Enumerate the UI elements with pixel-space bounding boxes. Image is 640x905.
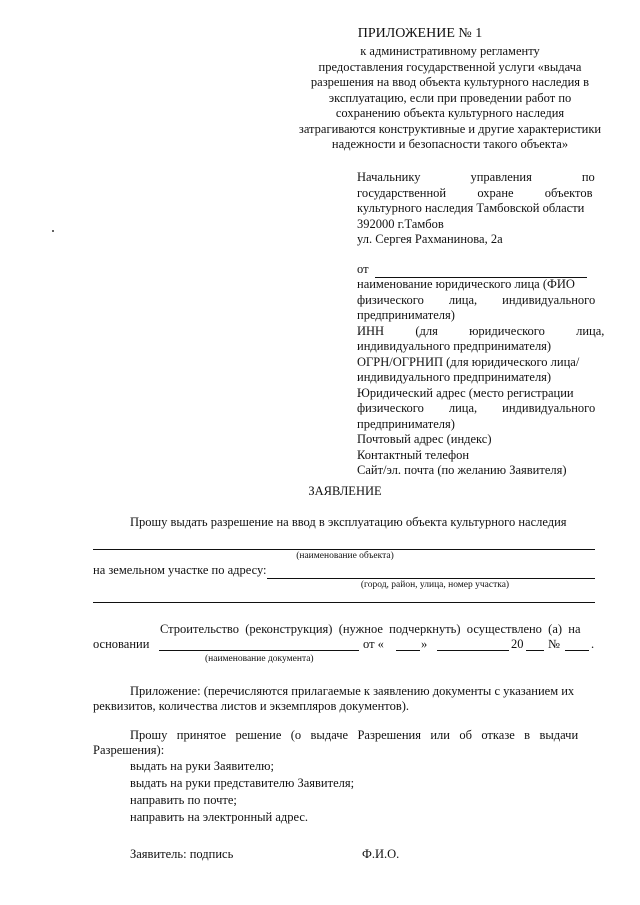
sender-line: предпринимателя)	[357, 308, 455, 322]
sender-from-row	[357, 262, 597, 278]
appendix-line: к административному регламенту	[360, 44, 540, 58]
appendix-subtitle	[285, 44, 615, 153]
sender-line: физического лица, индивидуального	[357, 292, 596, 307]
scan-mark	[52, 230, 54, 232]
land-address-field[interactable]	[267, 566, 595, 579]
object-name-field[interactable]	[93, 549, 595, 550]
basis-label: основании	[93, 637, 150, 651]
delivery-option[interactable]: направить на электронный адрес.	[130, 810, 309, 824]
delivery-options	[130, 758, 430, 826]
appendix-line: сохранению объекта культурного наследия	[335, 106, 565, 120]
document-name-hint: (наименование документа)	[205, 654, 314, 664]
signature-label: Заявитель: подпись	[130, 847, 234, 861]
land-address-row	[93, 563, 595, 579]
appendix-line: надежности и безопасности такого объекта»	[331, 137, 569, 151]
month-field[interactable]	[437, 638, 509, 651]
request-text: Прошу выдать разрешение на ввод в эксплуатацию объекта культурного наследия	[130, 515, 567, 529]
sender-line: Контактный телефон	[357, 447, 470, 462]
appendix-line: предоставления государственной услуги «выдача	[318, 59, 582, 74]
basis-row	[93, 637, 597, 653]
decision-line: Разрешения):	[93, 743, 165, 757]
addressee-line: Начальнику управления по	[357, 170, 595, 184]
delivery-option[interactable]: выдать на руки Заявителю;	[130, 759, 274, 773]
document-number-field[interactable]	[565, 638, 589, 651]
sender-block	[357, 277, 605, 479]
attachment-line: реквизитов, количества листов и экземпляров документов).	[93, 699, 410, 713]
land-address-hint: (город, район, улица, номер участка)	[360, 580, 510, 590]
from-word: от «	[363, 637, 384, 651]
sender-line: Юридический адрес (место регистрации	[357, 385, 574, 400]
day-field[interactable]	[396, 638, 420, 651]
addressee-line: культурного наследия Тамбовской области	[357, 201, 585, 215]
number-sign: №	[548, 637, 560, 651]
addressee-line: 392000 г.Тамбов	[357, 216, 444, 231]
statement-title: ЗАЯВЛЕНИЕ	[308, 484, 382, 498]
construction-line: Строительство (реконструкция) (нужное подчеркнуть) осуществлено (а) на	[160, 622, 581, 636]
sender-line: наименование юридического лица (ФИО	[357, 277, 575, 291]
basis-document-field[interactable]	[159, 638, 359, 651]
land-address-label: на земельном участке по адресу:	[93, 563, 267, 577]
addressee-block	[357, 170, 597, 248]
appendix-line: эксплуатацию, если при проведении работ по	[328, 90, 572, 105]
appendix-title: ПРИЛОЖЕНИЕ № 1	[357, 26, 483, 41]
addressee-line: ул. Сергея Рахманинова, 2а	[357, 232, 503, 246]
sender-line: индивидуального предпринимателя)	[357, 370, 552, 384]
appendix-line: затрагиваются конструктивные и другие характеристики	[298, 121, 602, 136]
sender-line: ИНН (для юридического лица,	[357, 323, 605, 338]
delivery-option[interactable]: направить по почте;	[130, 793, 237, 807]
sender-line: физического лица, индивидуального	[357, 401, 596, 415]
address-continuation-field[interactable]	[93, 602, 595, 603]
sender-line: индивидуального предпринимателя)	[357, 339, 552, 353]
quote-close: »	[421, 637, 428, 651]
addressee-line: государственной охране объектов	[357, 185, 593, 200]
sender-line: Почтовый адрес (индекс)	[357, 432, 492, 446]
delivery-option[interactable]: выдать на руки представителю Заявителя;	[130, 776, 355, 790]
sender-line: ОГРН/ОГРНИП (для юридического лица/	[357, 354, 580, 369]
sender-name-field[interactable]	[375, 266, 587, 278]
attachment-line: Приложение: (перечисляются прилагаемые к заявлению документы с указанием их	[130, 684, 575, 698]
decision-line: Прошу принятое решение (о выдаче Разрешения или об отказе в выдачи	[130, 728, 579, 742]
appendix-line: разрешения на ввод объекта культурного наследия в	[310, 75, 590, 89]
object-name-hint: (наименование объекта)	[296, 551, 394, 561]
sender-line: Сайт/эл. почта (по желанию Заявителя)	[357, 463, 567, 477]
sender-line: предпринимателя)	[357, 416, 455, 431]
year-prefix: 20	[511, 637, 524, 651]
fio-label: Ф.И.О.	[362, 847, 400, 861]
basis-period: .	[591, 637, 595, 651]
from-label: от	[357, 262, 369, 276]
year-field[interactable]	[526, 638, 544, 651]
